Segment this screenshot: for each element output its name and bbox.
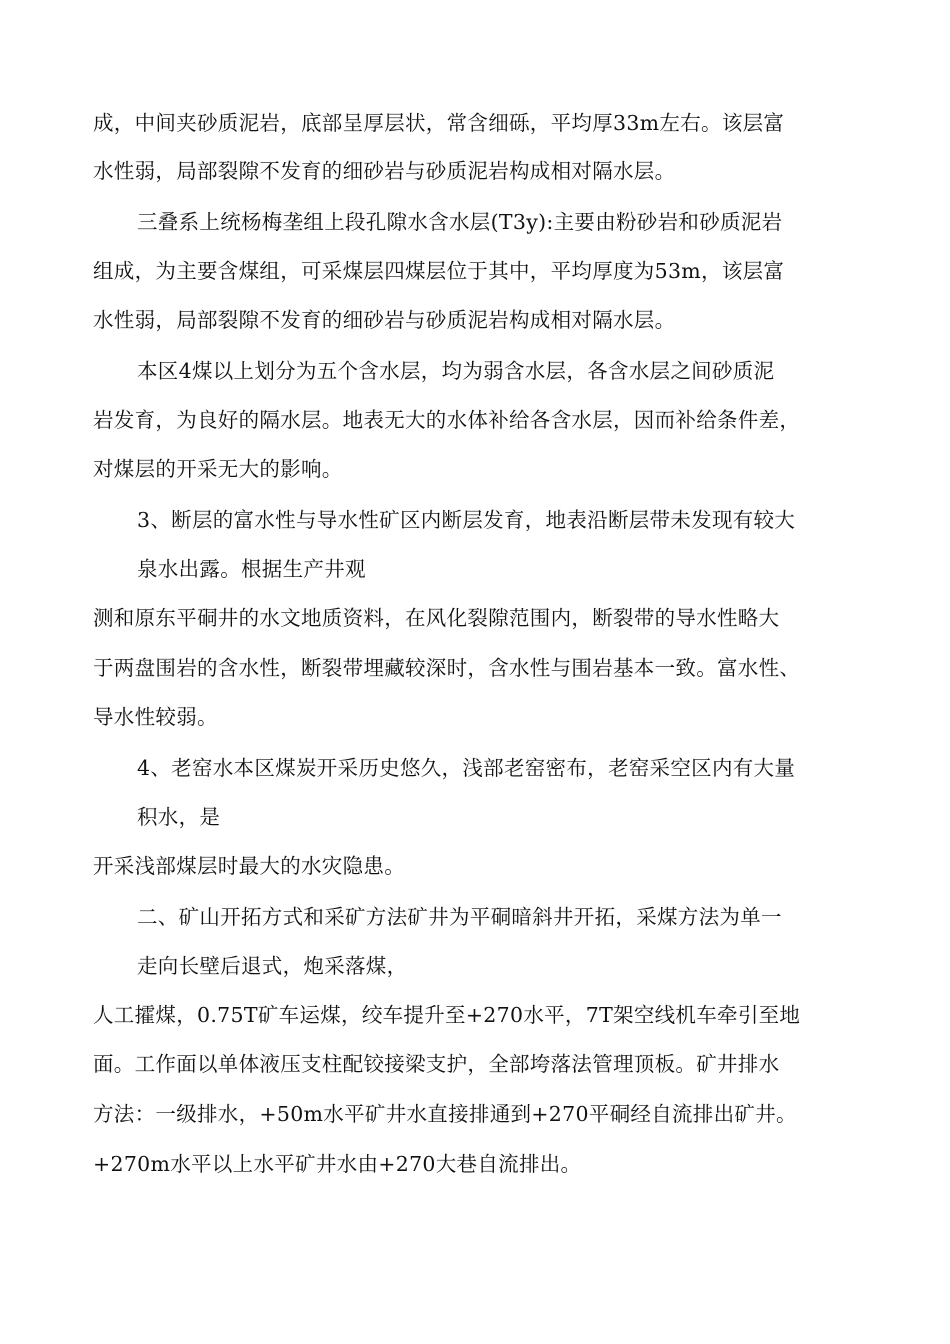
text-line: 走向长壁后退式，炮采落煤， (137, 954, 408, 978)
paragraph-start-line: 3、断层的富水性与导水性矿区内断层发育，地表沿断层带未发现有较大 (137, 508, 796, 532)
text-line: 组成，为主要含煤组，可采煤层四煤层位于其中，平均厚度为53m，该层富 (93, 259, 785, 283)
paragraph-start-line: 本区4煤以上划分为五个含水层，均为弱含水层，各含水层之间砂质泥 (137, 359, 775, 383)
text-line: 导水性较弱。 (93, 705, 218, 729)
text-line: 水性弱，局部裂隙不发育的细砂岩与砂质泥岩构成相对隔水层。 (93, 308, 676, 332)
text-line: 积水，是 (137, 805, 221, 829)
text-line: 成，中间夹砂质泥岩，底部呈厚层状，常含细砾，平均厚33m左右。该层富 (93, 111, 785, 135)
text-line: 对煤层的开采无大的影响。 (93, 457, 343, 481)
paragraph-start-line: 4、老窑水本区煤炭开采历史悠久，浅部老窑密布，老窑采空区内有大量 (137, 756, 796, 780)
text-line: 人工攉煤，0.75T矿车运煤，绞车提升至+270水平，7T架空线机车牵引至地 (93, 1003, 801, 1027)
text-line: 测和原东平硐井的水文地质资料，在风化裂隙范围内，断裂带的导水性略大 (93, 606, 780, 630)
text-line: 于两盘围岩的含水性，断裂带埋藏较深时，含水性与围岩基本一致。富水性、 (93, 656, 801, 680)
text-line: +270m水平以上水平矿井水由+270大巷自流排出。 (93, 1152, 582, 1176)
text-line: 泉水出露。根据生产井观 (137, 557, 366, 581)
text-line: 水性弱，局部裂隙不发育的细砂岩与砂质泥岩构成相对隔水层。 (93, 159, 676, 183)
paragraph-start-line: 二、矿山开拓方式和采矿方法矿井为平硐暗斜井开拓，采煤方法为单一 (137, 905, 782, 929)
text-line: 方法：一级排水，+50m水平矿井水直接排通到+270平硐经自流排出矿井。 (93, 1102, 797, 1126)
text-line: 岩发育，为良好的隔水层。地表无大的水体补给各含水层，因而补给条件差， (93, 408, 801, 432)
paragraph-start-line: 三叠系上统杨梅垄组上段孔隙水含水层(T3y):主要由粉砂岩和砂质泥岩 (137, 210, 783, 234)
text-line: 面。工作面以单体液压支柱配铰接梁支护，全部垮落法管理顶板。矿井排水 (93, 1052, 780, 1076)
text-line: 开采浅部煤层时最大的水灾隐患。 (93, 854, 405, 878)
